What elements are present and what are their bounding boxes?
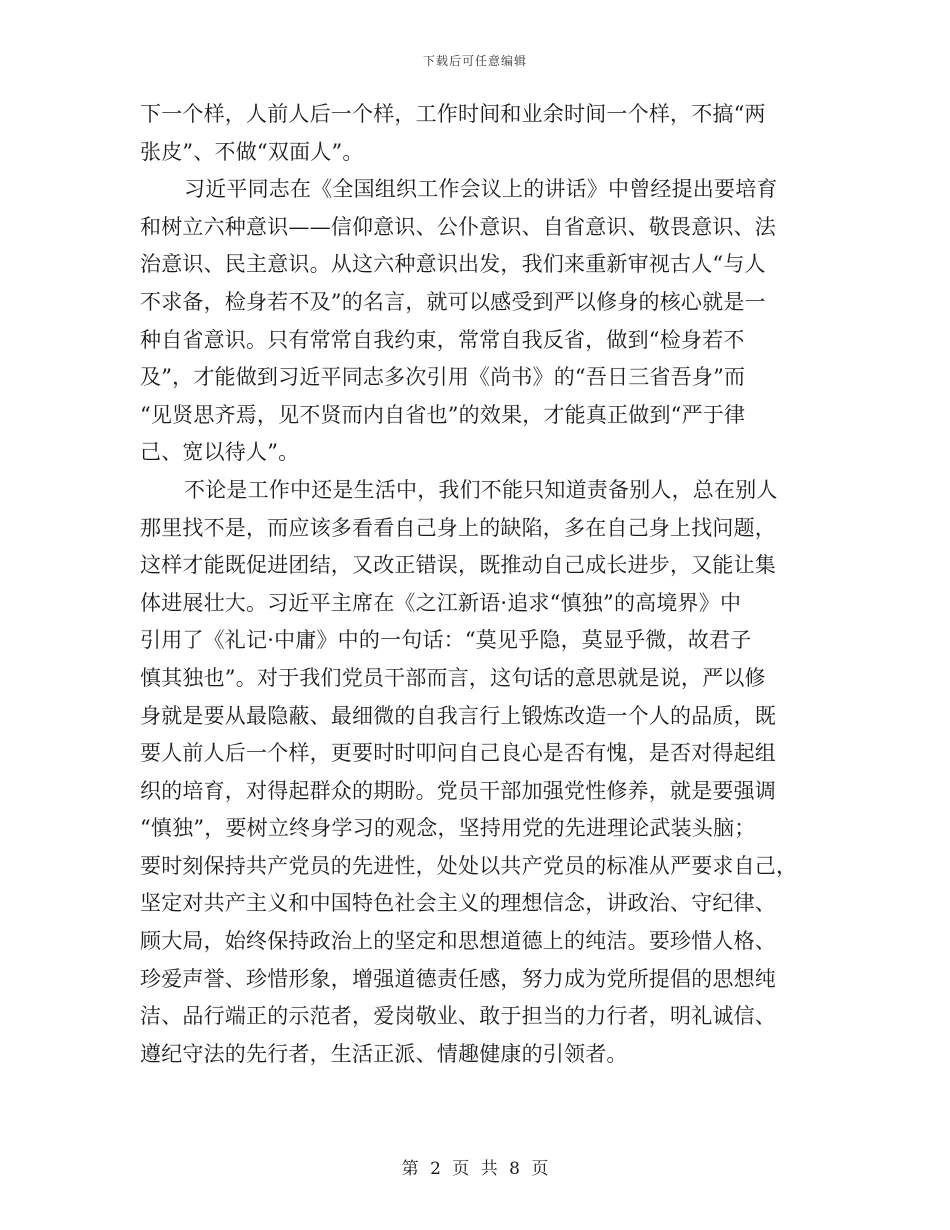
text-line: 织的培育，对得起群众的期盼。党员干部加强党性修养，就是要强调 (140, 778, 776, 803)
page-header: 下载后可任意编辑 (422, 54, 527, 68)
text-line: 要人前人后一个样，更要时时叩问自己良心是否有愧，是否对得起组 (140, 741, 776, 766)
text-line: 体进展壮大。习近平主席在《之江新语·追求“慎独”的高境界》中 (140, 590, 742, 615)
body-text (140, 96, 820, 1073)
text-line: 珍爱声誉、珍惜形象，增强道德责任感，努力成为党所提倡的思想纯 (140, 966, 776, 991)
text-line: 慎其独也”。对于我们党员干部而言，这句话的意思就是说，严以修 (140, 665, 766, 690)
text-line: 不论是工作中还是生活中，我们不能只知道责备别人，总在别人 (184, 477, 778, 502)
text-line: 下一个样，人前人后一个样，工作时间和业余时间一个样，不搞“两 (140, 102, 766, 126)
text-line: 习近平同志在《全国组织工作会议上的讲话》中曾经提出要培育 (184, 177, 778, 202)
text-line: 这样才能既促进团结，又改正错误，既推动自己成长进步，又能让集 (140, 553, 776, 578)
text-line: 及”，才能做到习近平同志多次引用《尚书》的“吾日三省吾身”而 (140, 365, 746, 390)
text-line: 种自省意识。只有常常自我约束，常常自我反省，做到“检身若不 (140, 327, 745, 352)
text-line: “见贤思齐焉，见不贤而内自省也”的效果，才能真正做到“严于律 (140, 402, 746, 427)
text-line: 不求备，检身若不及”的名言，就可以感受到严以修身的核心就是一 (140, 289, 766, 314)
paragraph (140, 171, 820, 472)
text-line: 坚定对共产主义和中国特色社会主义的理想信念，讲政治、守纪律、 (140, 891, 776, 916)
text-line: 洁、品行端正的示范者，爱岗敬业、敢于担当的力行者，明礼诚信、 (140, 1004, 776, 1029)
text-line: 顾大局，始终保持政治上的坚定和思想道德上的纯洁。要珍惜人格、 (140, 929, 776, 954)
page-footer: 第 2 页 共 8 页 (401, 1159, 549, 1179)
text-line: 和树立六种意识——信仰意识、公仆意识、自省意识、敬畏意识、法 (140, 214, 776, 239)
text-line: 己、宽以待人”。 (140, 440, 300, 465)
text-line: 引用了《礼记·中庸》中的一句话：“莫见乎隐，莫显乎微，故君子 (140, 628, 752, 653)
text-line: 治意识、民主意识。从这六种意识出发，我们来重新审视古人“与人 (140, 252, 766, 277)
paragraph (140, 96, 820, 171)
text-line: 身就是要从最隐蔽、最细微的自我言行上锻炼改造一个人的品质，既 (140, 703, 776, 728)
text-line: 要时刻保持共产党员的先进性，处处以共产党员的标准从严要求自己， (140, 853, 798, 878)
paragraph (140, 472, 820, 1074)
text-line: 张皮”、不做“双面人”。 (140, 139, 364, 164)
text-line: 遵纪守法的先行者，生活正派、情趣健康的引领者。 (140, 1041, 628, 1066)
text-line: 那里找不是，而应该多看看自己身上的缺陷，多在自己身上找问题， (140, 515, 776, 540)
text-line: “慎独”，要树立终身学习的观念，坚持用党的先进理论武装头脑； (140, 816, 756, 841)
